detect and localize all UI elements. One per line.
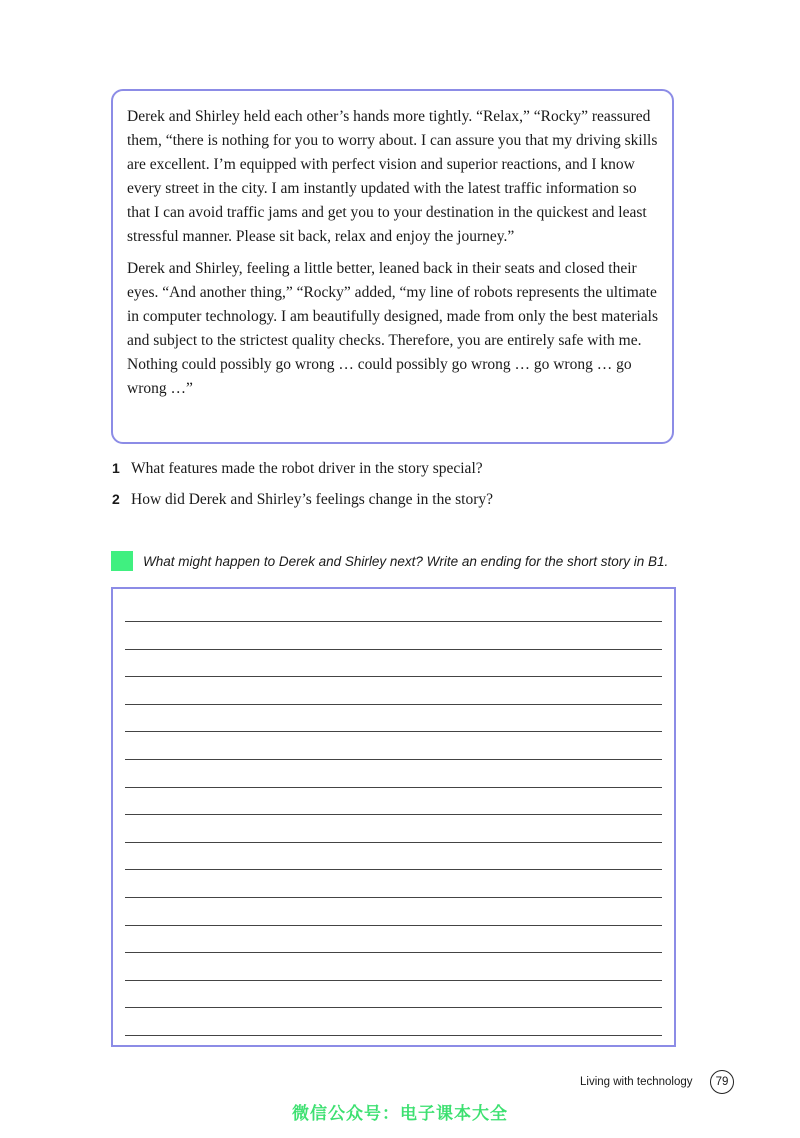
- writing-line[interactable]: [125, 1007, 662, 1008]
- writing-line[interactable]: [125, 1035, 662, 1036]
- writing-line[interactable]: [125, 842, 662, 843]
- writing-line[interactable]: [125, 649, 662, 650]
- story-box: [111, 89, 674, 444]
- watermark: 微信公众号：电子课本大全: [292, 1104, 508, 1124]
- writing-line[interactable]: [125, 925, 662, 926]
- question-number: 1: [112, 460, 120, 476]
- task-instruction: What might happen to Derek and Shirley next? Write an ending for the short story in B1.: [143, 553, 669, 569]
- writing-line[interactable]: [125, 676, 662, 677]
- writing-line[interactable]: [125, 980, 662, 981]
- writing-line[interactable]: [125, 952, 662, 953]
- writing-line[interactable]: [125, 704, 662, 705]
- writing-line[interactable]: [125, 759, 662, 760]
- question-text: How did Derek and Shirley’s feelings change in the story?: [131, 491, 494, 508]
- writing-line[interactable]: [125, 897, 662, 898]
- writing-line[interactable]: [125, 787, 662, 788]
- writing-line[interactable]: [125, 814, 662, 815]
- writing-task: [111, 550, 668, 572]
- writing-line[interactable]: [125, 869, 662, 870]
- question-2: [112, 489, 493, 510]
- section-title: Living with technology: [580, 1076, 693, 1088]
- writing-line[interactable]: [125, 621, 662, 622]
- story-paragraph: Derek and Shirley, feeling a little better, leaned back in their seats and closed their eyes. “And another thing,” “Rocky” added, “my line of robots represents the ultimate in computer technology. I am beautifully designed, made from only the best materials and subject to the strictest quality checks. Therefore, you are entirely safe with me. Nothing could possibly go wrong … could possibly go wrong … go wrong … go wrong …”: [127, 260, 659, 397]
- question-text: What features made the robot driver in the story special?: [131, 460, 483, 477]
- writing-area[interactable]: [111, 587, 676, 1047]
- page-number: 79: [710, 1070, 734, 1094]
- writing-line[interactable]: [125, 731, 662, 732]
- task-marker-icon: [111, 551, 133, 571]
- question-1: [112, 458, 483, 479]
- question-number: 2: [112, 491, 120, 507]
- story-paragraph: Derek and Shirley held each other’s hands more tightly. “Relax,” “Rocky” reassured them, “there is nothing for you to worry about. I can assure you that my driving skills are excellent. I’m equipped with perfect vision and superior reactions, and I know every street in the city. I am instantly updated with the latest traffic information so that I can avoid traffic jams and get you to your destination in the quickest and least stressful manner. Please sit back, relax and enjoy the journey.”: [127, 108, 658, 245]
